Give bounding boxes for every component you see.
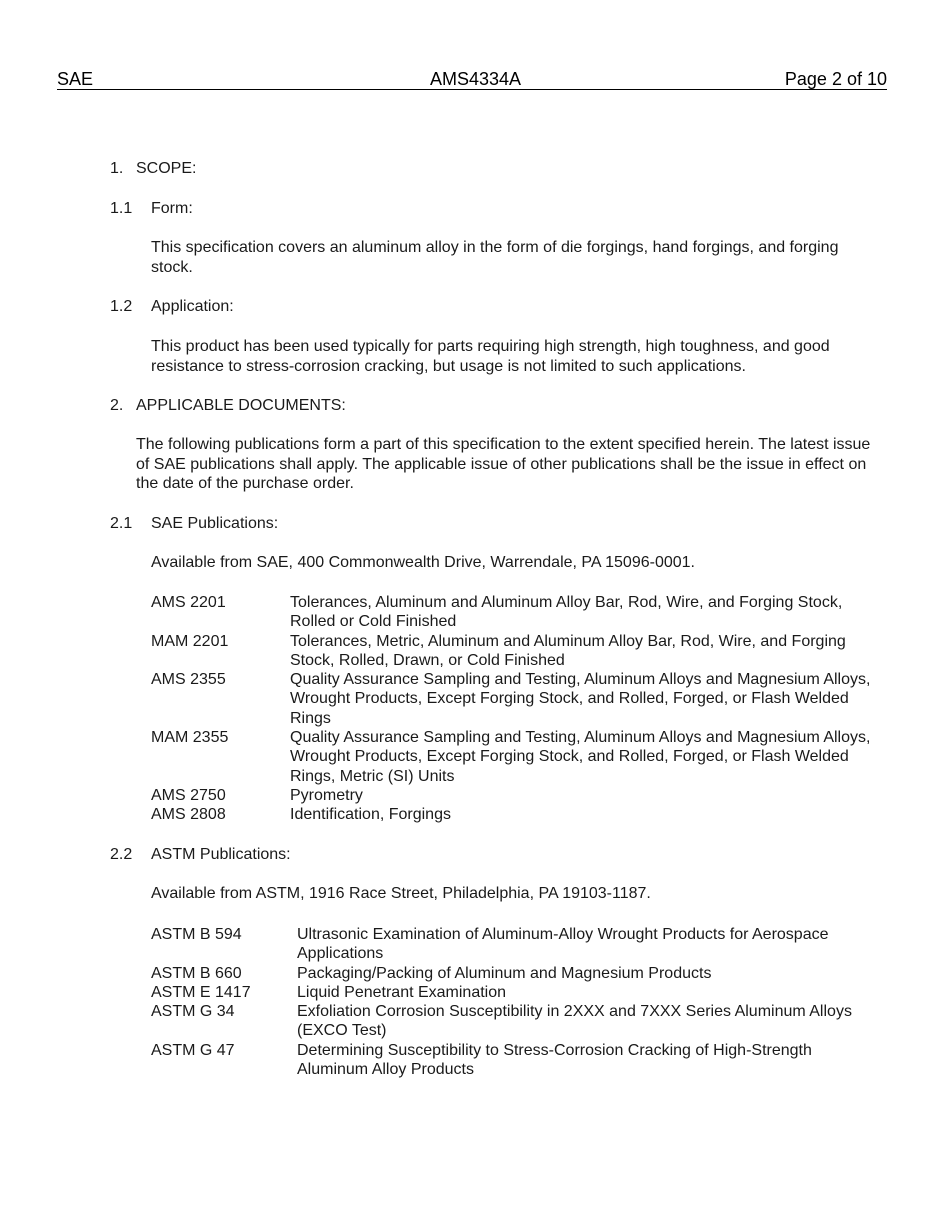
sae-references-table [151,593,871,825]
section-2-2-number: 2.2 [110,846,133,863]
sae-ref-title: Identification, Forgings [290,806,451,824]
astm-ref-title: Liquid Penetrant Examination [297,983,507,1001]
section-2-number: 2. [110,397,124,414]
section-2-2-title: ASTM Publications: [151,846,291,863]
astm-ref-row [151,983,871,1002]
section-1-1-number: 1.1 [110,200,133,217]
header-page-number: Page 2 of 10 [784,69,887,89]
sae-ref-row [151,728,871,786]
sae-ref-title: Quality Assurance Sampling and Testing, Aluminum Alloys and Magnesium Alloys, Wrought Products, Except Forging Stock, and Rolled, Forged, or Flash Welded Rings [290,671,871,727]
astm-ref-row [151,964,871,983]
astm-ref-row [151,925,871,964]
section-1-1-title: Form: [151,200,193,217]
sae-ref-row [151,786,871,805]
sae-ref-code: MAM 2201 [151,632,229,650]
section-2-1-title: SAE Publications: [151,515,279,532]
sae-ref-row [151,805,871,824]
sae-ref-title: Tolerances, Aluminum and Aluminum Alloy Bar, Rod, Wire, and Forging Stock, Rolled or Cold Finished [290,594,843,631]
section-1-number: 1. [110,160,124,177]
astm-ref-row [151,1041,871,1080]
sae-ref-row [151,670,871,728]
sae-ref-title: Quality Assurance Sampling and Testing, Aluminum Alloys and Magnesium Alloys, Wrought Products, Except Forging Stock, and Rolled, Forged, or Flash Welded Rings, Metric (SI) Units [290,729,871,785]
section-1-1-text: This specification covers an aluminum alloy in the form of die forgings, hand forgings, and forging stock. [151,239,839,276]
astm-ref-code: ASTM G 47 [151,1041,235,1059]
header-doc-number: AMS4334A [430,69,522,89]
astm-ref-code: ASTM B 594 [151,926,242,943]
sae-availability: Available from SAE, 400 Commonwealth Drive, Warrendale, PA 15096-0001. [151,554,695,571]
astm-ref-code: ASTM B 660 [151,964,242,982]
sae-ref-title: Pyrometry [290,786,363,804]
astm-ref-code: ASTM E 1417 [151,983,251,1001]
sae-ref-code: AMS 2201 [151,594,226,611]
astm-references-table [151,925,871,1079]
astm-ref-code: ASTM G 34 [151,1003,235,1021]
section-1-2-number: 1.2 [110,298,133,315]
astm-ref-row [151,1002,871,1041]
section-1-2-title: Application: [151,298,234,315]
section-2-text: The following publications form a part of this specification to the extent specified herein. The latest issue of SAE publications shall apply. The applicable issue of other publications shall be the issue in effect on the date of the purchase order. [136,436,871,492]
sae-ref-code: AMS 2355 [151,671,226,689]
section-1-2-text: This product has been used typically for parts requiring high strength, high toughness, and good resistance to stress-corrosion cracking, but usage is not limited to such applications. [151,338,830,375]
sae-ref-row [151,593,871,632]
astm-ref-title: Ultrasonic Examination of Aluminum-Alloy Wrought Products for Aerospace Applications [297,926,829,963]
sae-ref-row [151,632,871,671]
page-header [57,69,887,90]
sae-ref-code: AMS 2750 [151,786,226,804]
astm-ref-title: Exfoliation Corrosion Susceptibility in 2XXX and 7XXX Series Aluminum Alloys (EXCO Test) [297,1003,852,1040]
astm-ref-title: Packaging/Packing of Aluminum and Magnesium Products [297,964,712,982]
section-2-1-number: 2.1 [110,515,133,532]
header-org: SAE [57,69,94,89]
sae-ref-title: Tolerances, Metric, Aluminum and Aluminum Alloy Bar, Rod, Wire, and Forging Stock, Rolled, Drawn, or Cold Finished [290,632,846,669]
sae-ref-code: AMS 2808 [151,806,226,824]
section-1-title: SCOPE: [136,160,197,177]
astm-availability: Available from ASTM, 1916 Race Street, Philadelphia, PA 19103-1187. [151,885,651,902]
astm-ref-title: Determining Susceptibility to Stress-Corrosion Cracking of High-Strength Aluminum Alloy Products [297,1041,812,1079]
sae-ref-code: MAM 2355 [151,729,229,747]
section-2-title: APPLICABLE DOCUMENTS: [136,397,346,414]
